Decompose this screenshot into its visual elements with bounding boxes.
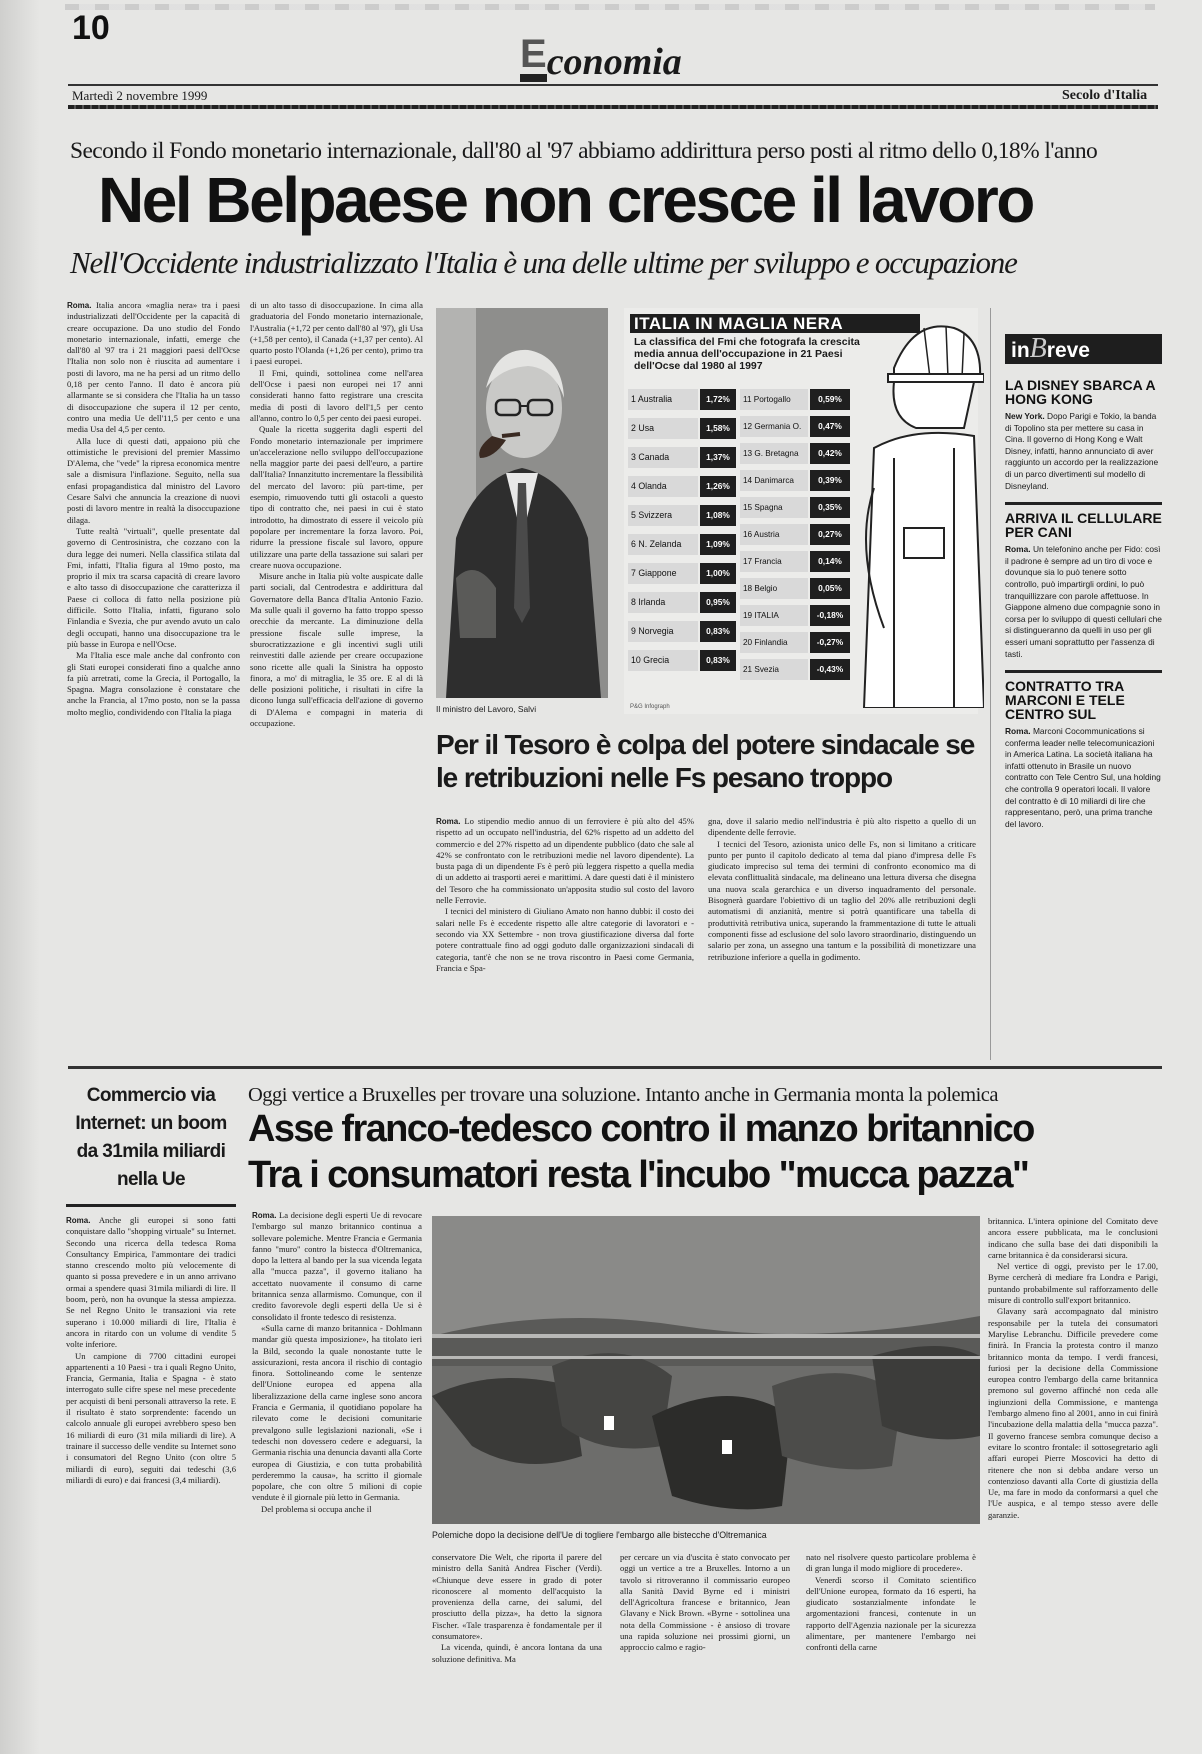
lead-column-2: di un alto tasso di disoccupazione. In cima alla graduatoria del Fondo monetario internazionale, l'Australia (+1,72 per cento dall'80 al '97), gli Usa (+1,58 per cento), il Canada (+1,37 per cento). Al quarto posto l'Olanda (+1,26 per cento), primo tra i paesi europei. Il Fmi, quindi, sottolinea come nell'area dell'Ocse i paesi non europei nei 17 anni considerati hanno fatto registrare una crescita media di posti di lavoro dell'1,5 per cento all'anno, contro lo 0,5 per cento dei paesi europei. Quale la ricetta suggerita dagli esperti del Fondo monetario internazionale per imprimere un'accelerazione nello sviluppo dell'occupazione nella maggior parte dei paesi dell'euro, a partire dall'Italia? Innanzitutto incrementare la flessibilità del mercato del lavoro: più part-time, per esempio, rimuovendo tutti gli ostacoli a questo tipo di contratto che, nei paesi in cui è stato introdotto, ha dimostrato di essere il veicolo più popolare per incrementare la forza lavoro. Poi, ridurre la pressione fiscale sul lavoro, oppure utilizzare una parte della tassazione sui salari per creare nuova occupazione. Misure anche in Italia più volte auspicate dalle parti sociali, dal Centrodestra e addirittura dal Governatore della Banca d'Italia Antonio Fazio. Ma sulle quali il governo ha fatto troppo spesso orecchie da mercante. La diminuzione della pressione fiscale sulle imprese, la sburocratizzazione e gli incentivi sugli utili reinvestiti dalle aziende per creare occupazione sono ricette alle quali la Sinistra ha opposto finora, a mo' di mitraglia, le 35 ore. E al di là delle posizioni politiche, i risultati in cifre la dicono lunga sull'efficacia dell'azione di governo di D'Alema e compagni in materia di occupazione. [250,300,423,728]
internet-sidebar [66,1082,236,1682]
chart-country-label: 4 Olanda [628,476,698,497]
beef-headline-line1: Asse franco-tedesco contro il manzo britannico [248,1108,1034,1150]
breve-title-box: inBreve [1005,334,1162,364]
cattle-photo [432,1216,980,1524]
chart-country-label: 7 Giappone [628,563,698,584]
cattle-image [432,1216,980,1524]
chart-country-label: 16 Austria [740,524,808,545]
tesoro-dateline: Roma. [436,817,461,826]
beef-kicker: Oggi vertice a Bruxelles per trovare una soluzione. Intanto anche in Germania monta la polemica [248,1084,998,1106]
chart-value-label: 0,39% [810,470,850,491]
chart-country-label: 12 Germania O. [740,416,808,437]
chart-row [740,494,970,521]
beef-column-e: britannica. L'intera opinione del Comitato deve ancora essere pubblicata, ma le conclusioni indicano che sulla base dei dati disponibili la carne britannica è da considerarsi sicura. Nel vertice di oggi, previsto per le 17.00, Byrne cercherà di mediare fra Londra e Parigi, puntando probabilmente sul rafforzamento delle misure di controllo sull'export britannico. Glavany sarà accompagnato dal ministro responsabile per la tutela dei consumatori Marylise Lebranchu. Difficile prevedere come finirà. In Francia la protesta contro il manzo britannico monta da tempo. I verdi francesi, furiosi per la decisione della Commissione europea contro l'embargo della carne britannica premono sul governo affinché non ceda alle ingiunzioni della Commissione, e mantenga l'embargo almeno fino al 2001, anno in cui finirà l'incubazione della malattia della "mucca pazza". Il governo francese sembra comunque deciso a evitare lo scontro frontale: il sottosegretario agli affari europei Pierre Moscovici ha detto di ritenere che non si debba andare verso un contenzioso davanti alla Corte di giustizia della Ue, ma fare in modo da conformarsi a quel che l'Ue auspica, e al tempo stesso avere delle garanzie. [988,1216,1158,1520]
chart-value-label: 1,09% [700,534,736,555]
chart-row [740,467,970,494]
section-divider [68,1066,1162,1069]
chart-country-label: 13 G. Bretagna [740,443,808,464]
chart-country-label: 10 Grecia [628,650,698,671]
section-initial: E [520,34,547,82]
chart-title: ITALIA IN MAGLIA NERA [634,314,844,333]
chart-country-label: 21 Svezia [740,659,808,680]
chart-value-label: -0,18% [810,605,850,626]
lead-column-1: Roma. Italia ancora «maglia nera» tra i paesi industrializzati dell'Occidente per la capacità di creare occupazione. Da uno studio del Fondo monetario internazionale, infatti, emerge che dall'80 al '97 tra i 21 maggiori paesi dell'Ocse l'Italia non solo non è riuscita ad aumentare i posti di lavoro, ma ne ha persi ad un ritmo dello 0,18 per cento l'anno. Il dato è ancora più allarmante se si considera che l'Italia ha un tasso di disoccupazione che supera il 12 per cento, contro una media Ue dell'11,5 per cento e una media Usa del 4,5 per cento. Alla luce di questi dati, appaiono più che ottimistiche le previsioni del premier Massimo D'Alema, che "vede" la ripresa economica mentre sale a dismisura l'inflazione. Seguito, nella sua enfasi propagandistica dal ministro del Lavoro Cesare Salvi che annuncia la creazione di nuovi posti di lavoro mentre in realtà la disoccupazione dilaga. Tutte realtà "virtuali", quelle presentate dal governo di Centrosinistra, che cozzano con la dura legge dei numeri. Nella classifica stilata dal Fmi, infatti, l'Italia figura al 19mo posto, ma proprio il mix tra scarsa capacità di creare lavoro e alto tasso di disoccupazione che caratterizza il Paese ci colloca di fatto nella posizione più difficile. Sotto l'Italia, infatti, figurano solo Finlandia e Svezia, che pur avendo avuto un calo degli occupati, hanno una disoccupazione tra le più basse in Europa e nell'Ocse. Ma l'Italia esce male anche dal confronto con gli Stati europei considerati fino a qualche anno fa più arretrati, come la Grecia, il Portogallo, la Spagna. Magra consolazione è constatare che anche la Francia, al 17mo posto, non se la passa molto meglio, condividendo con l'Italia la piaga [67,300,240,717]
beef-column-a: Roma. La decisione degli esperti Ue di revocare l'embargo sul manzo britannico continua a sollevare polemiche. Mentre Francia e Germania fanno "muro" contro la bistecca d'Oltremanica, dopo la lettera al bando per la sua vicenda legata alla "mucca pazza", il governo italiano ha accettato nuovamente il consumo di carne britannica senza allarmismo. Comunque, con il credito favorevole degli esperti della Ue si è consolidato il fronte tedesco di resistenza. «Sulla carne di manzo britannica - Dohlmann mandar giù questa imposizione», ha titolato ieri la Bild, secondo la quale nonostante tutte le assicurazioni, resta ancora il rischio di contagio finora. Sottolineando come le sentenze dell'Unione europea ed appena alla liberalizzazione della carne inglese sono ancora Francia e Germania, il quotidiano popolare ha rilevato come le decisioni comunitarie prevalgono sulle legislazioni nazionali, «Se i tedeschi non dovessero cedere e adeguarsi, la Germania rischia una denuncia davanti alla Corte europea di Giustizia, e con tutta probabilità perderemmo la causa», ha scritto il giornale popolare, che con oltre 5 milioni di copie vendute è il giornale più letto in Germania. Del problema si occupa anche il [252,1210,422,1514]
chart-value-label: 0,47% [810,416,850,437]
chart-country-label: 5 Svizzera [628,505,698,526]
chart-value-label: 0,95% [700,592,736,613]
top-noise-strip [65,4,1155,10]
internet-sidebar-title: Commercio via Internet: un boom da 31mila miliardi nella Ue [75,1085,227,1190]
chart-credit: P&G Infograph [630,704,670,710]
chart-value-label: -0,43% [810,659,850,680]
chart-country-label: 9 Norvegia [628,621,698,642]
chart-row [740,548,970,575]
minister-photo-caption: Il ministro del Lavoro, Salvi [436,704,537,714]
chart-country-label: 8 Irlanda [628,592,698,613]
chart-value-label: 0,35% [810,497,850,518]
chart-value-label: 0,05% [810,578,850,599]
minister-portrait-image [436,308,608,698]
beef-column-b: conservatore Die Welt, che riporta il parere del ministro della Sanità Andrea Fischer (Verdi). «Chiunque deve essere in grado di poter riconoscere al momento dell'acquisto la provenienza della carne, dei salumi, del prosciutto della pizza», ha detto la signora Fischer. «Tale trasparenza è fondamentale per il consumatore». La vicenda, quindi, è ancora lontana da una soluzione definitiva. Ma [432,1552,602,1664]
chart-value-label: -0,27% [810,632,850,653]
chart-row [740,386,970,413]
chart-value-label: 0,14% [810,551,850,572]
tesoro-column-2: gna, dove il salario medio nell'industria è più alto rispetto a quello di un dipendente delle ferrovie. I tecnici del Tesoro, azionista unico delle Fs, non si limitano a criticare punto per punto il capitolo dedicato al tema dal piano d'impresa delle Fs giudicato impreciso sul tema dei termini di confronto economico ma di elevata conflittualità sindacale, ma delineano una lettura diversa che disegna una nuova scala gerarchica e un diverso inquadramento del personale. Bisognerà guardare l'obiettivo di un taglio del 20% alle retribuzioni degli automatismi di anzianità, mentre si potrà quantificare una tabella di produttività retributiva unica, superando la frammentazione di tutte le attuali componenti fisse ad esclusione del solo lavoro straordinario, distinguendo un salario per zona, un assegno una tantum e la possibilità di monetizzare una retribuzione inferiore a quella in godimento. [708,816,976,962]
chart-country-label: 19 ITALIA [740,605,808,626]
chart-country-label: 2 Usa [628,418,698,439]
chart-value-label: 0,83% [700,650,736,671]
chart-country-label: 14 Danimarca [740,470,808,491]
page-number: 10 [72,9,110,47]
chart-country-label: 3 Canada [628,447,698,468]
section-name: conomia [546,41,682,83]
beef-column-c: per cercare un via d'uscita è stato convocato per oggi un vertice a tre a Bruxelles. Intorno a un tavolo si ritroveranno il commissario europeo alla Sanità David Byrne ed i ministri dell'Agricoltura francese e britannico, Jean Glavany e Nick Brown. «Byrne - sottolinea una nota della Commissione - è ansioso di trovare una rapida soluzione nei prossimi giorni, un approccio calmo e ragio- [620,1552,790,1653]
page-edge-shadow [0,0,40,1754]
chart-country-label: 15 Spagna [740,497,808,518]
chart-country-label: 17 Francia [740,551,808,572]
chart-row [740,602,970,629]
breve-item-cellulare: ARRIVA IL CELLULARE PER CANI Roma. Un telefonino anche per Fido: così il padrone è sempre ad un tiro di voce e dovunque sia lo può tenere sotto controllo, può impartirgli ordini, lo può tranquillizzare con parole affettuose. In Giappone almeno due compagnie sono in corsa per lo sviluppo di questi cellulari che si distingueranno da quelli in uso per gli esseri umani soprattutto per l'assenza di tasti. [1005,510,1162,659]
beef-headline-line2: Tra i consumatori resta l'incubo "mucca pazza" [248,1154,1029,1196]
chart-value-label: 1,58% [700,418,736,439]
lead-dateline: Roma. [67,301,92,310]
lead-subheadline: Nell'Occidente industrializzato l'Italia è una delle ultime per sviluppo e occupazione [70,245,1017,280]
page-header [0,0,1202,110]
minister-photo [436,308,608,698]
chart-value-label: 0,59% [810,389,850,410]
chart-country-label: 1 Australia [628,389,698,410]
chart-row [740,413,970,440]
header-rule-bottom [68,105,1158,109]
breve-separator [1005,502,1162,505]
chart-value-label: 1,26% [700,476,736,497]
tesoro-column-1: Roma. Lo stipendio medio annuo di un ferroviere è più alto del 45% rispetto ad un occupato nell'industria, del 62% rispetto ad un addetto del commercio e del 27% rispetto ad un dipendente pubblico (dato che sale al 42% se confrontato con le retribuzioni medie nel lavoro dipendente). La busta paga di un dipendente Fs è però più leggera rispetto a quella media di un addetto ai trasporti aerei e marittimi. A dare questi dati è il ministero del Tesoro che ha commissionato un'apposita studio sul costo del lavoro nelle Ferrovie. I tecnici del ministero di Giuliano Amato non hanno dubbi: il costo dei salari nelle Fs è eccedente rispetto alle altre categorie di lavoratori e - secondo via XX Settembre - non trova giustificazione diversa dal forte potere contrattuale fino ad oggi goduto dalle organizzazioni sindacali di categoria, tant'è che non se ne trova riscontro in Paesi come Germania, Francia e Spa- [436,816,694,973]
beef-dateline: Roma. [252,1211,277,1220]
lead-kicker: Secondo il Fondo monetario internazionale, dall'80 al '97 abbiamo addirittura perso posti al ritmo dello 0,18% l'anno [70,138,1098,164]
beef-column-d: nato nel risolvere questo particolare problema è di gran lunga il modo migliore di procedere». Venerdì scorso il Comitato scientifico dell'Unione europea, formato da 16 esperti, ha giudicato sostanzialmente infondate le argomentazioni francesi, contenute in un rapporto dell'Agenzia nazionale per la sicurezza alimentare, per mantenere l'embargo nei confronti della carne [806,1552,976,1653]
internet-sidebar-body: Roma. Anche gli europei si sono fatti conquistare dallo "shopping virtuale" su Internet. Secondo una ricerca della tedesca Roma Consultancy Empirica, l'ammontare dei tradici stanno crescendo molto più velocemente di quanto si possa prevedere e in un anno arrivano ormai a spendere quasi 31mila miliardi di lire. Il boom, però, non ha ovunque la stessa ampiezza. Se nel Regno Unito le transazioni via rete superano i 10.000 miliardi di lire, l'Italia è ancora in ritardo con un volume di vendite 5 volte inferiore. Un campione di 7700 cittadini europei appartenenti a 10 Paesi - tra i quali Regno Unito, Francia, Germania, Italia e Spagna - è stato interrogato sulle cifre spese nel mese precedente per acquisti di beni personali attraverso la rete. E il risultato è stato sorprendente: facendo un calcolo annuale gli europei avrebbero speso ben 16 miliardi di euro (31 mila miliardi di lire). A trainare il successo delle vendite su Internet sono i consumatori del Regno Unito (con oltre 5 miliardi di euro), seguiti dai tedeschi (3,6 miliardi di euro) e dai francesi (3,4 miliardi). [66,1215,236,1485]
cattle-photo-caption: Polemiche dopo la decisione dell'Ue di togliere l'embargo alle bistecche d'Oltremanica [432,1530,767,1540]
chart-subtitle: La classifica del Fmi che fotografa la crescita media annua dell'occupazione in 21 Paesi dell'Ocse dal 1980 al 1997 [634,336,860,372]
chart-value-label: 0,27% [810,524,850,545]
table-right [740,386,855,686]
chart-value-label: 0,42% [810,443,850,464]
chart-row [740,440,970,467]
chart-value-label: 1,08% [700,505,736,526]
breve-panel [990,308,1162,1060]
chart-country-label: 20 Finlandia [740,632,808,653]
breve-item-marconi: CONTRATTO TRA MARCONI E TELE CENTRO SUL Roma. Marconi Cocommunications si conferma leader nelle telecomunicazioni in America Latina. La società italiana ha infatti ottenuto in Brasile un nuovo contratto con Tele Centro Sul, una holding che controlla 9 operatori locali. Il valore del contratto è di 10 miliardi di lire che rappresentano, però, una prima tranche del lavoro. [1005,678,1161,829]
chart-row [740,656,970,683]
chart-value-label: 1,37% [700,447,736,468]
chart-country-label: 6 N. Zelanda [628,534,698,555]
section-title [520,32,682,83]
chart-value-label: 1,72% [700,389,736,410]
chart-country-label: 11 Portogallo [740,389,808,410]
lead-headline: Nel Belpaese non cresce il lavoro [98,164,1033,236]
newspaper-name: Secolo d'Italia [1062,88,1148,103]
chart-row [740,521,970,548]
chart-country-label: 18 Belgio [740,578,808,599]
chart-row [740,629,970,656]
chart-value-label: 1,00% [700,563,736,584]
tesoro-headline: Per il Tesoro è colpa del potere sindacale se le retribuzioni nelle Fs pesano troppo [436,729,975,793]
table-left [628,386,743,686]
chart-value-label: 0,83% [700,621,736,642]
breve-item-disney: LA DISNEY SBARCA A HONG KONG New York. Dopo Parigi e Tokio, la banda di Topolino sta per mettere su casa in Cina. Il governo di Hong Kong e Walt Disney, infatti, hanno annunciato di aver raggiunto un accordo per la realizzazione di un parco divertimenti sul modello di Disneyland. [1005,377,1159,491]
breve-separator [1005,670,1162,673]
issue-date: Martedì 2 novembre 1999 [72,88,208,103]
chart-row [740,575,970,602]
employment-chart [624,308,978,714]
header-rule-top [68,84,1158,86]
